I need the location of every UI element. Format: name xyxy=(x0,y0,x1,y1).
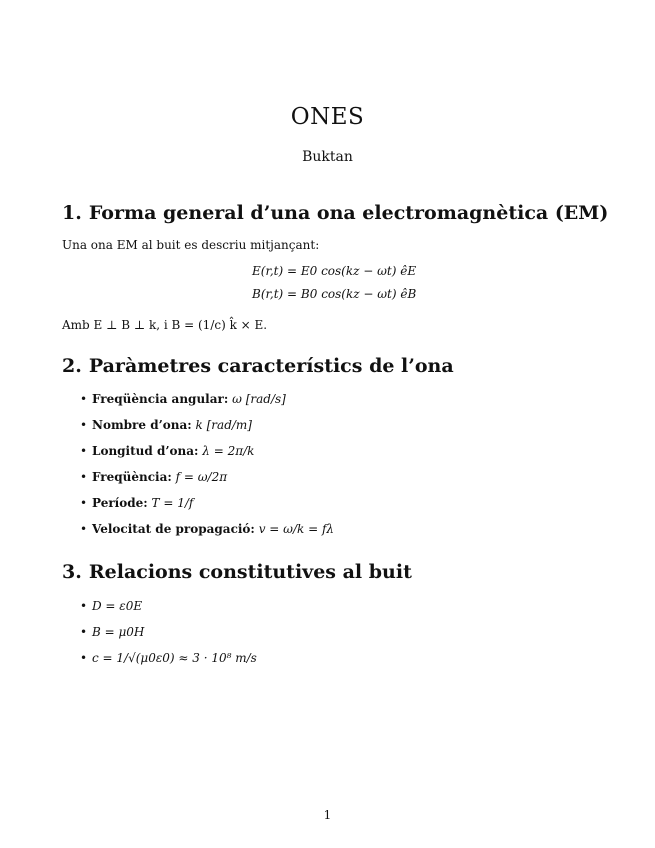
list-item xyxy=(80,651,257,665)
equation-electric-field-text: E(r,t) = E0 cos(kz − ωt) êE xyxy=(252,264,417,278)
param-value: k [rad/m] xyxy=(195,418,252,432)
list-item xyxy=(80,392,286,406)
equation-magnetic-field-text: B(r,t) = B0 cos(kz − ωt) êB xyxy=(252,287,417,301)
section-1-intro: Una ona EM al buit es descriu mitjançant: xyxy=(62,238,320,252)
bullet-icon: • xyxy=(80,599,88,613)
bullet-icon: • xyxy=(80,651,88,665)
bullet-icon: • xyxy=(80,444,88,458)
list-item xyxy=(80,625,144,639)
document-title: ONES xyxy=(290,104,365,130)
bullet-icon: • xyxy=(80,625,88,639)
section-2-number: 2. xyxy=(62,355,82,377)
section-3-title: Relacions constitutives al buit xyxy=(88,561,412,583)
section-1-heading xyxy=(62,202,608,224)
relation-formula: c = 1/√(μ0ε0) ≈ 3 · 10⁸ m/s xyxy=(92,651,257,665)
page-number: 1 xyxy=(323,808,332,822)
section-3-number: 3. xyxy=(62,561,82,583)
equation-electric-field xyxy=(252,264,416,278)
section-2-heading xyxy=(62,355,454,377)
section-1-relation: Amb E ⊥ B ⊥ k, i B = (1/c) k̂ × E. xyxy=(62,318,268,332)
bullet-icon: • xyxy=(80,496,88,510)
param-label: Període: xyxy=(92,496,148,510)
bullet-icon: • xyxy=(80,392,88,406)
relation-formula: D = ε0E xyxy=(92,599,143,613)
param-label: Freqüència: xyxy=(92,470,172,484)
list-item xyxy=(80,418,252,432)
section-2-title: Paràmetres característics de l’ona xyxy=(88,355,454,377)
equation-magnetic-field xyxy=(252,287,416,301)
param-value: T = 1/f xyxy=(151,496,194,510)
section-1-title: Forma general d’una ona electromagnètica (EM) xyxy=(88,202,609,224)
param-value: f = ω/2π xyxy=(175,470,228,484)
section-3-heading xyxy=(62,561,412,583)
list-item xyxy=(80,496,193,510)
list-item xyxy=(80,522,334,536)
bullet-icon: • xyxy=(80,470,88,484)
list-item xyxy=(80,599,142,613)
param-label: Freqüència angular: xyxy=(92,392,229,406)
param-value: ω [rad/s] xyxy=(232,392,286,406)
param-label: Velocitat de propagació: xyxy=(92,522,255,536)
param-value: λ = 2π/k xyxy=(202,444,255,458)
list-item xyxy=(80,470,227,484)
bullet-icon: • xyxy=(80,418,88,432)
relation-formula: B = μ0H xyxy=(92,625,145,639)
param-label: Nombre d’ona: xyxy=(92,418,192,432)
param-label: Longitud d’ona: xyxy=(92,444,199,458)
bullet-icon: • xyxy=(80,522,88,536)
document-author: Buktan xyxy=(302,149,353,165)
param-value: v = ω/k = fλ xyxy=(258,522,334,536)
section-1-number: 1. xyxy=(62,202,82,224)
list-item xyxy=(80,444,254,458)
